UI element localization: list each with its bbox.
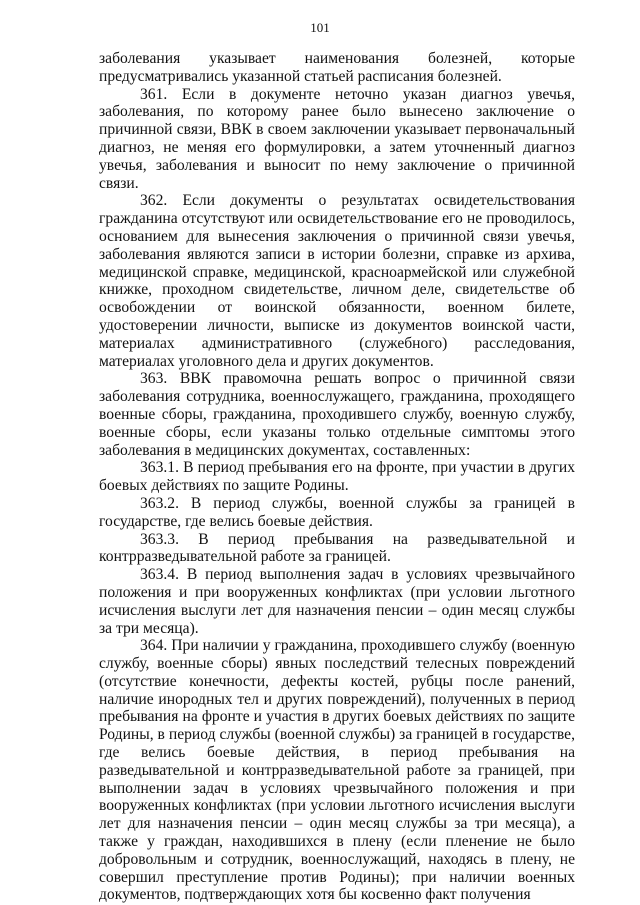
paragraph-363-3: 363.3. В период пребывания на разведывательной и контрразведывательной работе за границей. (99, 530, 575, 566)
document-body (99, 50, 575, 904)
paragraph-363: 363. ВВК правомочна решать вопрос о причинной связи заболевания сотрудника, военнослужащего, гражданина, проходящего военные сборы, гражданина, проходившего службу, военную службу, военные сборы, если указаны только отдельные симптомы этого заболевания в медицинских документах, составленных: (99, 370, 575, 459)
paragraph-362: 362. Если документы о результатах освидетельствования гражданина отсутствуют или освидетельствование его не проводилось, основанием для вынесения заключения о причинной связи увечья, заболевания являются записи в истории болезни, справке из архива, медицинской справке, медицинской, красноармейской или служебной книжке, проходном свидетельстве, личном деле, свидетельстве об освобождении от воинской обязанности, военном билете, удостоверении личности, выписке из документов воинской части, материалах административного (служебного) расследования, материалах уголовного дела и других документов. (99, 192, 575, 370)
page-number: 101 (310, 20, 330, 35)
paragraph-361: 361. Если в документе неточно указан диагноз увечья, заболевания, по которому ранее было вынесено заключение о причинной связи, ВВК в своем заключении указывает первоначальный диагноз, не меняя его формулировки, а затем уточненный диагноз увечья, заболевания и выносит по нему заключение о причинной связи. (99, 85, 575, 192)
paragraph-363-2: 363.2. В период службы, военной службы за границей в государстве, где велись боевые действия. (99, 494, 575, 530)
paragraph-continuation: заболевания указывает наименования болезней, которые предусматривались указанной статьей расписания болезней. (99, 50, 575, 85)
paragraph-363-1: 363.1. В период пребывания его на фронте, при участии в других боевых действиях по защите Родины. (99, 459, 575, 495)
paragraph-363-4: 363.4. В период выполнения задач в условиях чрезвычайного положения и при вооруженных конфликтах (при условии льготного исчисления выслуги лет для назначения пенсии – один месяц службы за три месяца). (99, 566, 575, 637)
paragraph-364: 364. При наличии у гражданина, проходившего службу (военную службу, военные сборы) явных последствий телесных повреждений (отсутствие конечности, дефекты костей, рубцы после ранений, наличие инородных тел и других повреждений), полученных в период пребывания на фронте и участия в других боевых действиях по защите Родины, в период службы (военной службы) за границей в государстве, где велись боевые действия, в период пребывания на разведывательной и контрразведывательной работе за границей, при выполнении задач в условиях чрезвычайного положения и при вооруженных конфликтах (при условии льготного исчисления выслуги лет для назначения пенсии – один месяц службы за три месяца), а также у граждан, находившихся в плену (если пленение не было добровольным и сотрудник, военнослужащий, находясь в плену, не совершил преступление против Родины); при наличии военных документов, подтверждающих хотя бы косвенно факт получения (99, 637, 575, 904)
